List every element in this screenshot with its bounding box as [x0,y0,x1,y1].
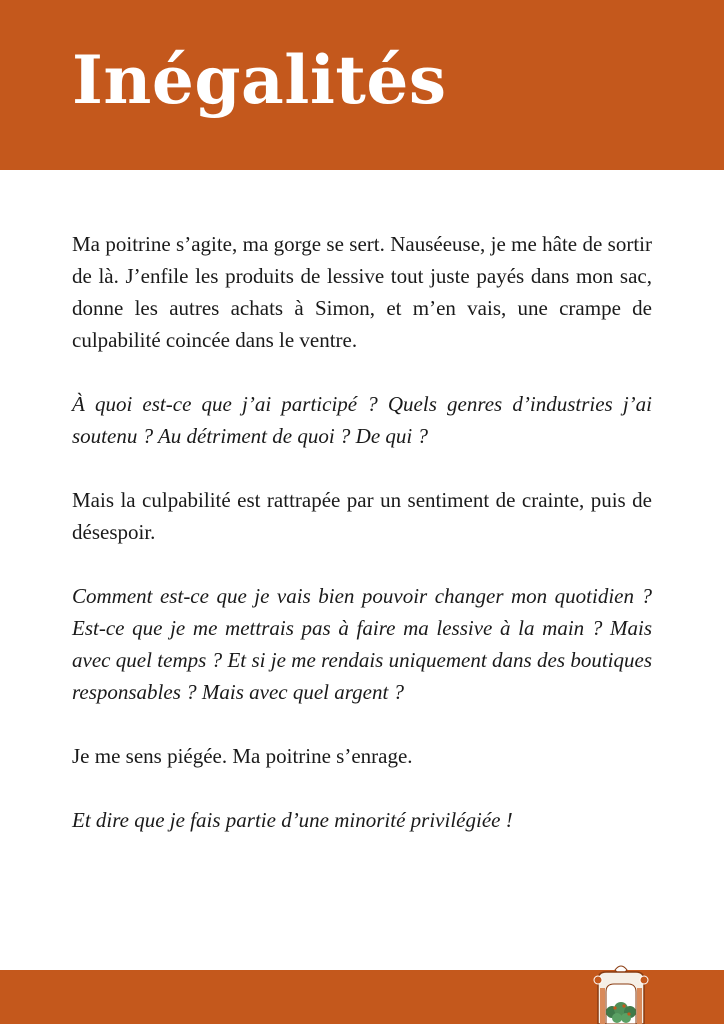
paragraph-4-thought: Comment est-ce que je vais bien pouvoir changer mon quotidien ? Est-ce que je me mettrais pas à faire ma lessive à la main ? Mais avec quel temps ? Et si je me rendais uniquement dans des boutiques responsables ? Mais avec quel argent ? [72,584,652,704]
paragraph-2-thought: À quoi est-ce que j’ai participé ? Quels genres d’industries j’ai soutenu ? Au détriment de quoi ? De qui ? [72,392,652,448]
paragraph-5: Je me sens piégée. Ma poitrine s’enrage. [72,744,413,768]
page-title: Inégalités [72,41,447,119]
paragraph-6-thought: Et dire que je fais partie d’une minorité privilégiée ! [72,808,513,832]
castle-emblem-icon [588,962,654,1024]
header-band [0,0,724,170]
paragraph-3: Mais la culpabilité est rattrapée par un sentiment de crainte, puis de désespoir. [72,488,652,544]
paragraph-1: Ma poitrine s’agite, ma gorge se sert. Nauséeuse, je me hâte de sortir de là. J’enfile les produits de lessive tout juste payés dans mon sac, donne les autres achats à Simon, et m’en vais, une crampe de culpabilité coincée dans le ventre. [72,232,652,352]
story-text [72,228,652,868]
